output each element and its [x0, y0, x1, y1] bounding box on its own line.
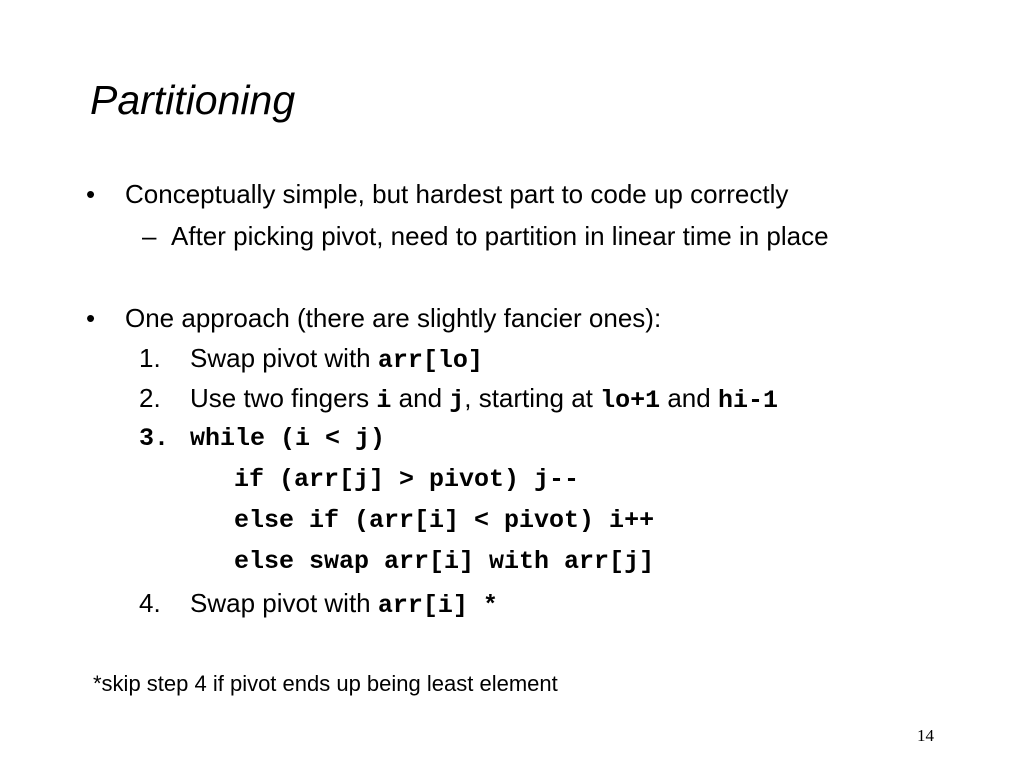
step-text: , starting at	[464, 383, 601, 413]
code-fragment: i	[376, 386, 392, 415]
step-text: Use two fingers	[190, 383, 377, 413]
slide-title: Partitioning	[90, 77, 296, 123]
step-number: 4.	[139, 588, 161, 618]
step-text: and	[660, 383, 718, 413]
step-1	[190, 341, 483, 378]
code-fragment: j	[449, 386, 465, 415]
bullet-marker: •	[86, 303, 96, 333]
footnote: *skip step 4 if pivot ends up being least element	[93, 671, 558, 696]
bullet-text: One approach (there are slightly fancier ones):	[125, 303, 662, 333]
step-text: Swap pivot with	[190, 343, 378, 373]
step-number: 1.	[139, 343, 161, 373]
sub-bullet-text: After picking pivot, need to partition in linear time in place	[171, 221, 829, 251]
step-2	[190, 381, 778, 418]
step-text: Swap pivot with	[190, 588, 378, 618]
code-fragment: hi-1	[717, 386, 778, 415]
code-fragment: lo+1	[600, 386, 661, 415]
step-4	[190, 586, 498, 623]
bullet-text: Conceptually simple, but hardest part to code up correctly	[125, 179, 789, 209]
step-number: 3.	[139, 424, 170, 453]
page-number: 14	[917, 726, 934, 745]
code-fragment: arr[lo]	[377, 346, 483, 375]
sub-bullet-marker: –	[142, 221, 157, 251]
step-number: 2.	[139, 383, 161, 413]
code-fragment: arr[i] *	[377, 591, 498, 620]
code-line: if (arr[j] > pivot) j--	[234, 465, 580, 494]
code-line: else if (arr[i] < pivot) i++	[234, 506, 655, 535]
code-line: else swap arr[i] with arr[j]	[234, 547, 655, 576]
step-text: and	[391, 383, 450, 413]
code-line: while (i < j)	[190, 424, 386, 453]
bullet-marker: •	[86, 179, 96, 209]
